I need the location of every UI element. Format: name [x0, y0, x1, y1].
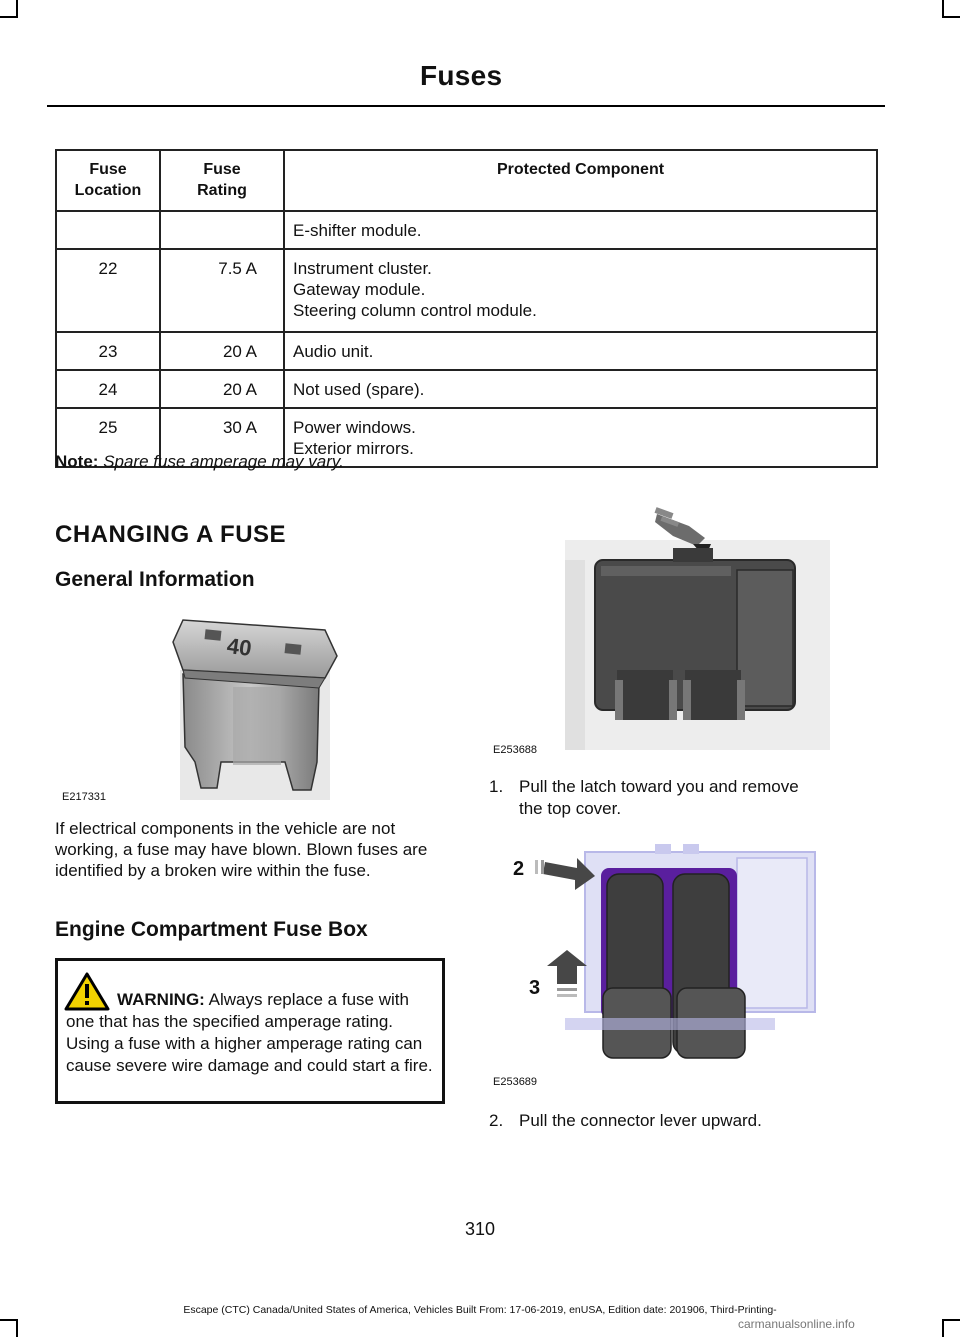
figure-code-latch: E253688	[493, 744, 538, 756]
table-row	[56, 249, 877, 332]
step-2-number: 2.	[489, 1111, 504, 1130]
crop-mark	[0, 16, 18, 18]
crop-mark	[942, 1319, 960, 1321]
cell-rating: 30 A	[160, 408, 284, 467]
cell-location: 22	[56, 249, 160, 332]
cell-rating: 20 A	[160, 370, 284, 408]
crop-mark	[0, 1319, 18, 1321]
cell-location	[56, 211, 160, 249]
cell-component: E-shifter module.	[284, 211, 877, 249]
warning-text	[66, 989, 438, 1077]
header-protected-component: Protected Component	[284, 150, 877, 211]
warning-box	[55, 958, 445, 1104]
header-rule	[47, 105, 885, 107]
connector-illustration	[505, 838, 825, 1070]
step-2	[489, 1110, 889, 1134]
fuse-rating-mark: 40	[225, 632, 254, 662]
step-1-text: Pull the latch toward you and remove the top cover.	[519, 777, 799, 818]
cell-component: Audio unit.	[284, 332, 877, 370]
table-header-row	[56, 150, 877, 211]
cell-component: Instrument cluster. Gateway module. Steering column control module.	[284, 249, 877, 332]
table-row	[56, 211, 877, 249]
footer-text: Escape (CTC) Canada/United States of America, Vehicles Built From: 17-06-2019, enUSA, Edition date: 201906, Third-Printing-	[183, 1304, 777, 1316]
crop-mark	[942, 16, 960, 18]
header-fuse-rating: Fuse Rating	[160, 150, 284, 211]
note-label: Note:	[55, 452, 99, 471]
fuse-illustration	[55, 612, 347, 808]
cell-rating	[160, 211, 284, 249]
fuse-table	[55, 149, 878, 468]
callout-2: 2	[513, 858, 525, 880]
crop-mark	[16, 1319, 18, 1337]
warning-label: WARNING:	[117, 990, 205, 1009]
warning-body: Always replace a fuse with one that has the specified amperage rating. Using a fuse with a higher amperage rating can cause severe wire damage and could start a fire.	[66, 990, 433, 1075]
cell-rating: 20 A	[160, 332, 284, 370]
note-text: Spare fuse amperage may vary.	[103, 452, 344, 471]
watermark: carmanualsonline.info	[738, 1317, 855, 1331]
section-title: CHANGING A FUSE	[55, 521, 287, 548]
figure-code-fuse: E217331	[62, 791, 107, 803]
subtitle-general-information: General Information	[55, 568, 255, 591]
table-row	[56, 370, 877, 408]
cell-rating: 7.5 A	[160, 249, 284, 332]
header-fuse-location: Fuse Location	[56, 150, 160, 211]
table-row	[56, 332, 877, 370]
subtitle-engine-compartment: Engine Compartment Fuse Box	[55, 918, 368, 941]
step-1-number: 1.	[489, 777, 504, 796]
step-2-text: Pull the connector lever upward.	[519, 1111, 762, 1130]
callout-3: 3	[529, 977, 541, 999]
step-1	[489, 776, 889, 822]
cell-component: Not used (spare).	[284, 370, 877, 408]
latch-illustration	[565, 500, 830, 750]
page-number: 310	[464, 1219, 496, 1239]
cell-location: 23	[56, 332, 160, 370]
note	[55, 452, 344, 472]
body-paragraph: If electrical components in the vehicle are not working, a fuse may have blown. Blown fuses are identified by a broken wire within the fuse.	[55, 819, 428, 880]
crop-mark	[942, 1319, 944, 1337]
figure-code-connector: E253689	[493, 1076, 538, 1088]
cell-component: Power windows. Exterior mirrors.	[284, 408, 877, 467]
cell-location: 24	[56, 370, 160, 408]
cell-location: 25	[56, 408, 160, 467]
